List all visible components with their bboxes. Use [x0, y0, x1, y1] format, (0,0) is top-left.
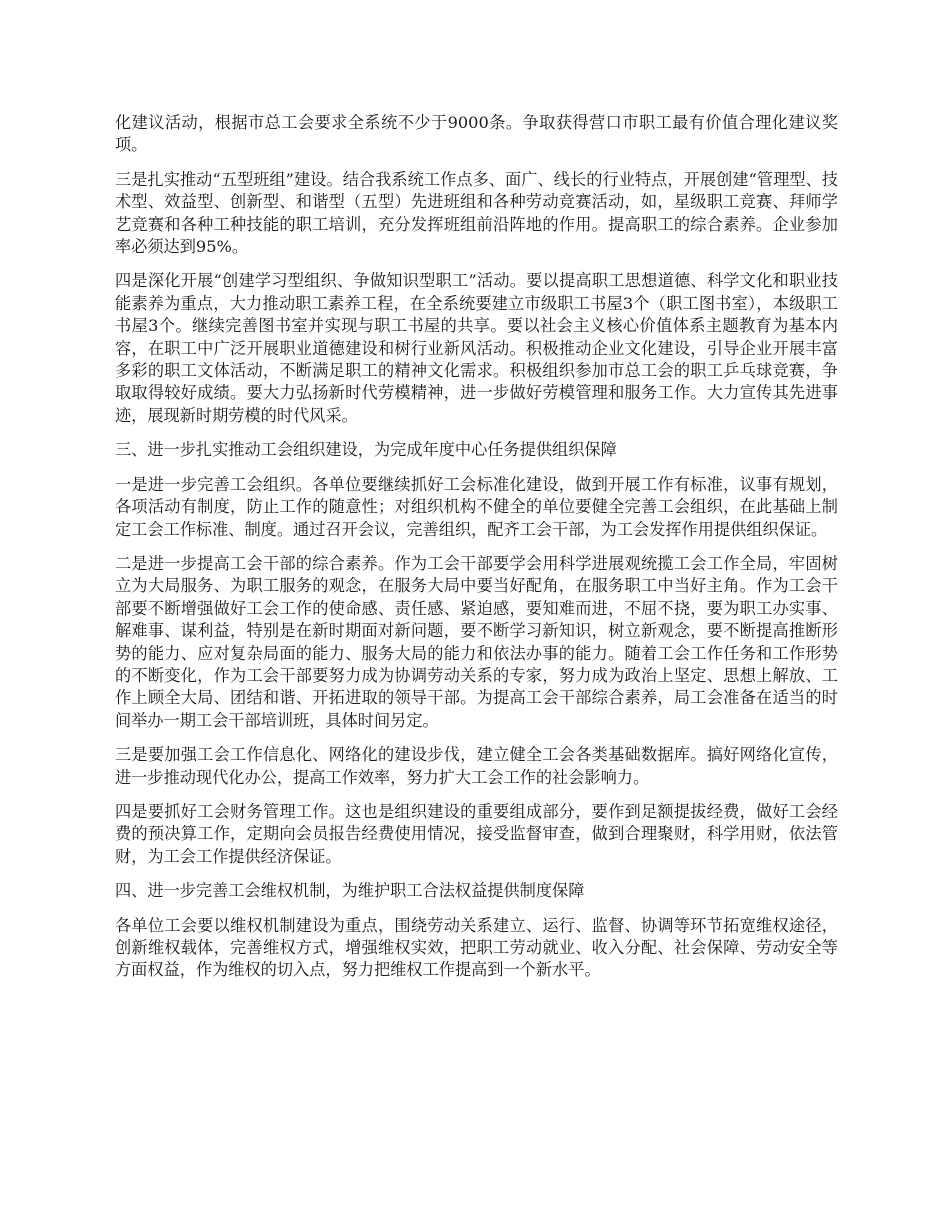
- body-paragraph: 四是深化开展“创建学习型组织、争做知识型职工”活动。要以提高职工思想道德、科学文化和职业技能素养为重点，大力推动职工素养工程，在全系统要建立市级职工书屋3个（职工图书室），本级职工书屋3个。继续完善图书室并实现与职工书屋的共享。要以社会主义核心价值体系主题教育为基本内容，在职工中广泛开展职业道德建设和树行业新风活动。积极推动企业文化建设，引导企业开展丰富多彩的职工文体活动，不断满足职工的精神文化需求。积极组织参加市总工会的职工乒乓球竞赛，争取取得较好成绩。要大力弘扬新时代劳模精神，进一步做好劳模管理和服务工作。大力宣传其先进事迹，展现新时期劳模的时代风采。: [115, 271, 838, 425]
- section-heading: 四、进一步完善工会维权机制，为维护职工合法权益提供制度保障: [115, 881, 585, 901]
- section-heading: 三、进一步扎实推动工会组织建设，为完成年度中心任务提供组织保障: [115, 440, 617, 460]
- body-paragraph: 各单位工会要以维权机制建设为重点，围绕劳动关系建立、运行、监督、协调等环节拓宽维权途径，创新维权载体，完善维权方式，增强维权实效，把职工劳动就业、收入分配、社会保障、劳动安全等方面权益，作为维权的切入点，努力把维权工作提高到一个新水平。: [115, 915, 838, 980]
- body-paragraph: 四是要抓好工会财务管理工作。这也是组织建设的重要组成部分，要作到足额提拔经费，做好工会经费的预决算工作，定期向会员报告经费使用情况，接受监督审查，做到合理聚财，科学用财，依法管财，为工会工作提供经济保证。: [115, 801, 838, 866]
- body-paragraph: 二是进一步提高工会干部的综合素养。作为工会干部要学会用科学进展观统揽工会工作全局，牢固树立为大局服务、为职工服务的观念，在服务大局中要当好配角，在服务职工中当好主角。作为工会干部要不断增强做好工会工作的使命感、责任感、紧迫感，要知难而进，不屈不挠，要为职工办实事、解难事、谋利益，特别是在新时期面对新问题，要不断学习新知识，树立新观念，要不断提高推断形势的能力、应对复杂局面的能力、服务大局的能力和依法办事的能力。随着工会工作任务和工作形势的不断变化，作为工会干部要努力成为协调劳动关系的专家，努力成为政治上坚定、思想上解放、工作上顾全大局、团结和谐、开拓进取的领导干部。为提高工会干部综合素养，局工会准备在适当的时间举办一期工会干部培训班，具体时间另定。: [115, 553, 838, 730]
- body-paragraph: 一是进一步完善工会组织。各单位要继续抓好工会标准化建设，做到开展工作有标准，议事有规划，各项活动有制度，防止工作的随意性；对组织机构不健全的单位要健全完善工会组织，在此基础上制定工会工作标准、制度。通过召开会议，完善组织，配齐工会干部，为工会发挥作用提供组织保证。: [115, 474, 838, 539]
- body-paragraph: 三是要加强工会工作信息化、网络化的建设步伐，建立健全工会各类基础数据库。搞好网络化宣传，进一步推动现代化办公，提高工作效率，努力扩大工会工作的社会影响力。: [115, 745, 838, 787]
- body-paragraph: 化建议活动，根据市总工会要求全系统不少于9000条。争取获得营口市职工最有价值合理化建议奖项。: [115, 113, 838, 155]
- body-paragraph: 三是扎实推动“五型班组”建设。结合我系统工作点多、面广、线长的行业特点，开展创建“管理型、技术型、效益型、创新型、和谐型（五型）先进班组和各种劳动竞赛活动，如，星级职工竞赛、拜师学艺竞赛和各种工种技能的职工培训，充分发挥班组前沿阵地的作用。提高职工的综合素养。企业参加率必须达到95%。: [115, 169, 838, 257]
